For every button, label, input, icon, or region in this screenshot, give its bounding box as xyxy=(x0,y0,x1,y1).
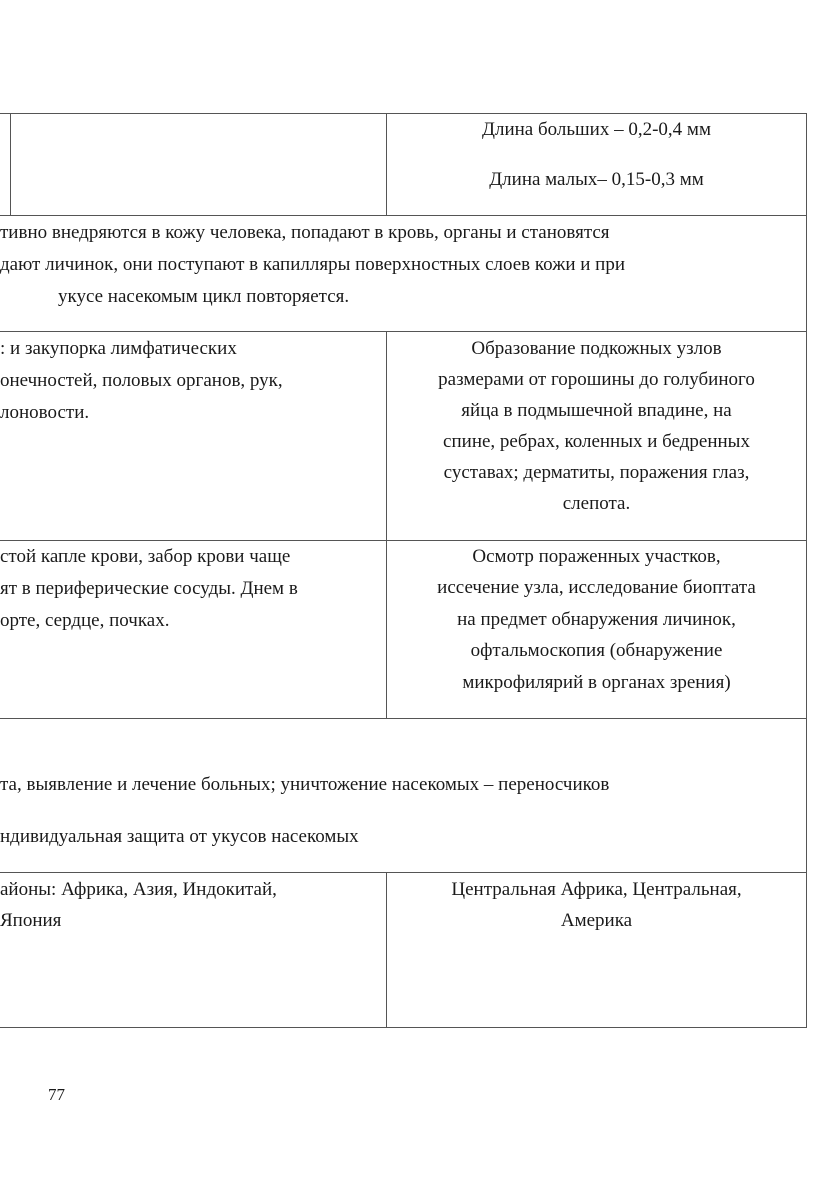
table-cell-text: ндивидуальная защита от укусов насекомых xyxy=(0,826,359,847)
table-cell-text: на предмет обнаружения личинок, xyxy=(457,609,736,630)
table-cell-text: укусе насекомым цикл повторяется. xyxy=(58,286,350,307)
column-divider xyxy=(10,113,11,215)
table-border-bottom xyxy=(0,1027,807,1028)
table-cell-text: суставах; дерматиты, поражения глаз, xyxy=(443,462,750,483)
table-cell-text: Длина малых– 0,15-0,3 мм xyxy=(489,169,704,190)
table-cell-text: яйца в подмышечной впадине, на xyxy=(461,400,732,421)
table-cell-text: орте, сердце, почках. xyxy=(0,610,170,631)
table-cell-text: Америка xyxy=(560,910,633,931)
table-cell-text: Длина больших – 0,2-0,4 мм xyxy=(482,119,711,140)
table-cell-text: ят в периферические сосуды. Днем в xyxy=(0,578,298,599)
table-cell-text: лоновости. xyxy=(0,402,90,423)
row-divider xyxy=(0,215,807,216)
table-cell-text: стой капле крови, забор крови чаще xyxy=(0,546,291,567)
table-cell-text: спине, ребрах, коленных и бедренных xyxy=(443,431,750,452)
table-cell-text: : и закупорка лимфатических xyxy=(0,338,237,359)
table-cell-text: Япония xyxy=(0,910,62,931)
table-cell-text: Осмотр пораженных участков, xyxy=(472,546,721,567)
table-cell-text: Образование подкожных узлов xyxy=(471,338,722,359)
row-divider xyxy=(0,331,807,332)
table-border-right xyxy=(806,113,807,1028)
table-cell-text: размерами от горошины до голубиного xyxy=(438,369,755,390)
table-cell-text: Центральная Африка, Центральная, xyxy=(451,879,742,900)
table-cell-text: айоны: Африка, Азия, Индокитай, xyxy=(0,879,277,900)
row-divider xyxy=(0,718,807,719)
table-cell-text: иссечение узла, исследование биоптата xyxy=(437,577,756,598)
row-divider xyxy=(0,872,807,873)
table-cell-text: онечностей, половых органов, рук, xyxy=(0,370,283,391)
table-cell-text: та, выявление и лечение больных; уничтожение насекомых – переносчиков xyxy=(0,774,610,795)
table-cell-text: микрофилярий в органах зрения) xyxy=(462,672,731,693)
table-cell-text: слепота. xyxy=(562,493,631,514)
page-number: 77 xyxy=(48,1085,65,1104)
table-cell-text: тивно внедряются в кожу человека, попадают в кровь, органы и становятся xyxy=(0,222,610,243)
table-cell-text: офтальмоскопия (обнаружение xyxy=(470,640,723,661)
table-cell-text: дают личинок, они поступают в капилляры поверхностных слоев кожи и при xyxy=(0,254,625,275)
